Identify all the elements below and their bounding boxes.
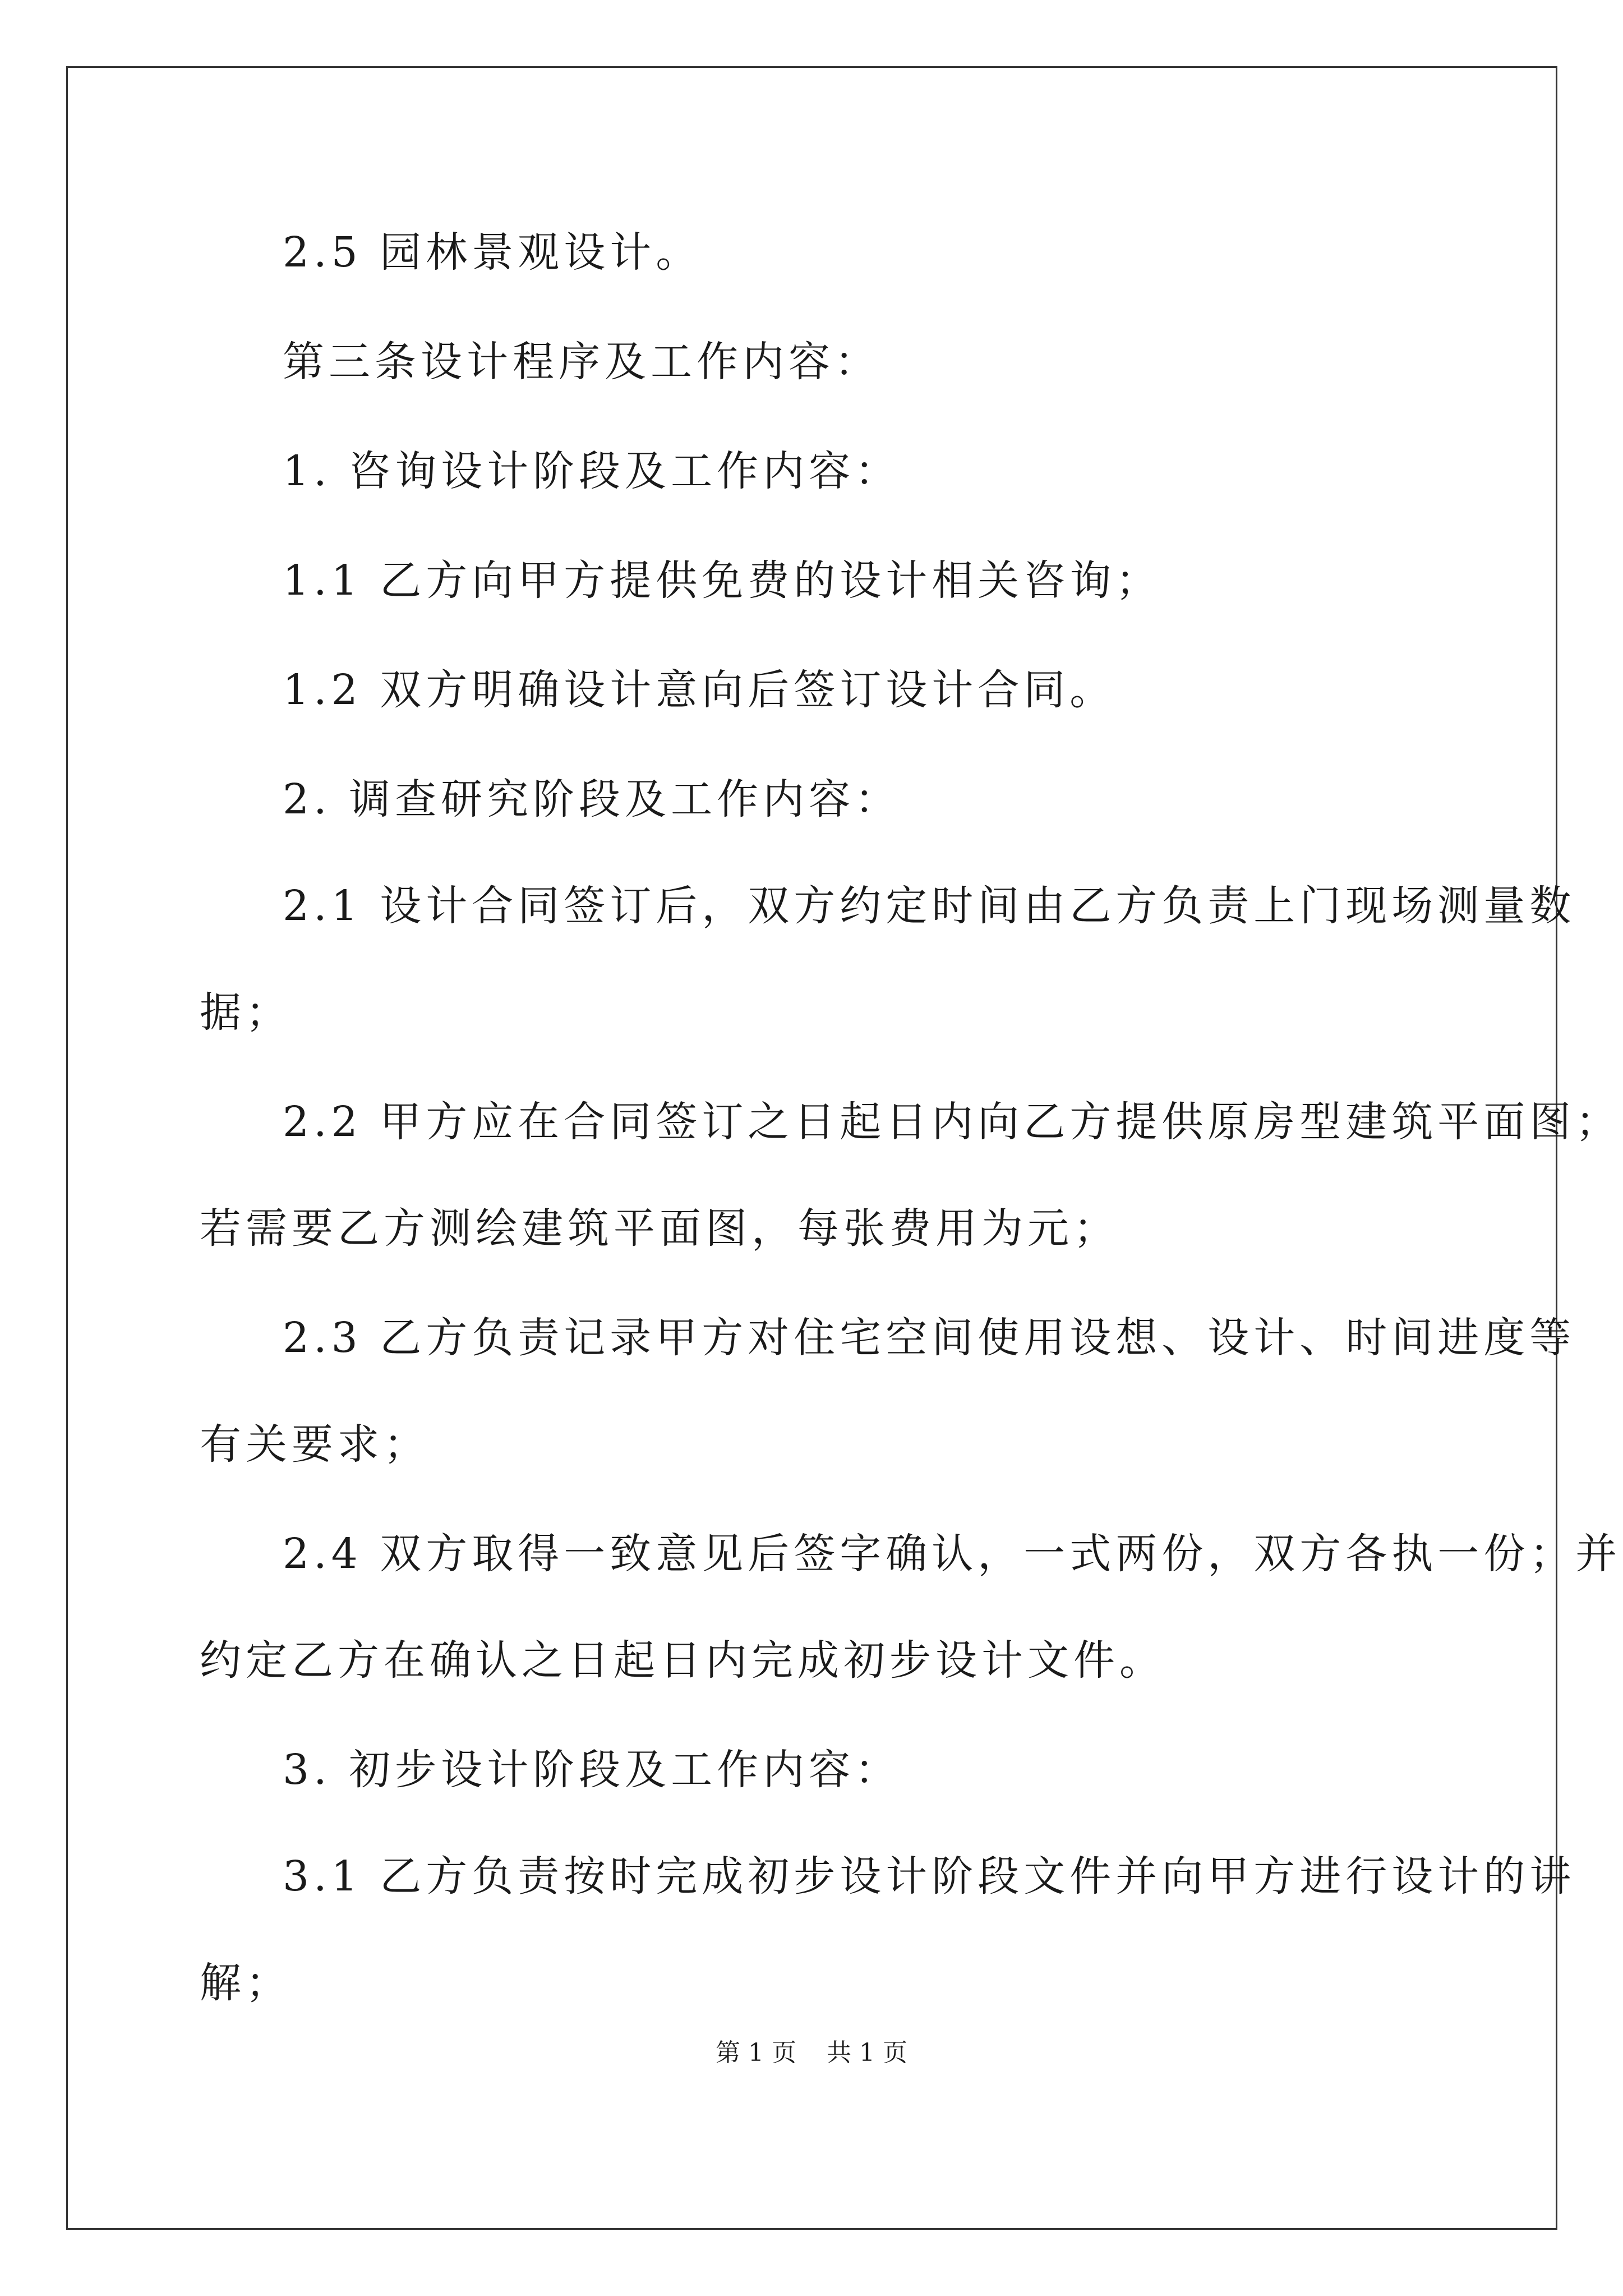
text-line: 第三条设计程序及工作内容： [283, 338, 880, 386]
page-footer [0, 2036, 1623, 2070]
text-line: 据； [200, 988, 292, 1037]
text-line: 2.1 设计合同签订后，双方约定时间由乙方负责上门现场测量数 [283, 882, 1576, 930]
text-line: 2. 调查研究阶段及工作内容： [283, 775, 901, 823]
text-line: 有关要求； [200, 1420, 430, 1469]
text-line: 若需要乙方测绘建筑平面图，每张费用为元； [200, 1204, 1119, 1253]
text-line: 2.4 双方取得一致意见后签字确认，一式两份，双方各执一份；并 [283, 1530, 1622, 1578]
text-line: 1. 咨询设计阶段及工作内容： [283, 447, 901, 495]
page-total: 共 1 页 [827, 2039, 907, 2067]
text-line: 2.3 乙方负责记录甲方对住宅空间使用设想、设计、时间进度等 [283, 1314, 1576, 1362]
text-line: 3.1 乙方负责按时完成初步设计阶段文件并向甲方进行设计的讲 [283, 1852, 1576, 1901]
text-line: 1.1 乙方向甲方提供免费的设计相关咨询； [283, 556, 1162, 605]
text-line: 3. 初步设计阶段及工作内容： [283, 1746, 901, 1794]
text-line: 2.5 园林景观设计。 [283, 228, 702, 277]
text-line: 2.2 甲方应在合同签订之日起日内向乙方提供原房型建筑平面图； [283, 1098, 1622, 1146]
text-line: 约定乙方在确认之日起日内完成初步设计文件。 [200, 1636, 1165, 1685]
text-line: 1.2 双方明确设计意向后签订设计合同。 [283, 666, 1116, 714]
text-line: 解； [200, 1959, 292, 2007]
page-number: 第 1 页 [716, 2039, 796, 2067]
